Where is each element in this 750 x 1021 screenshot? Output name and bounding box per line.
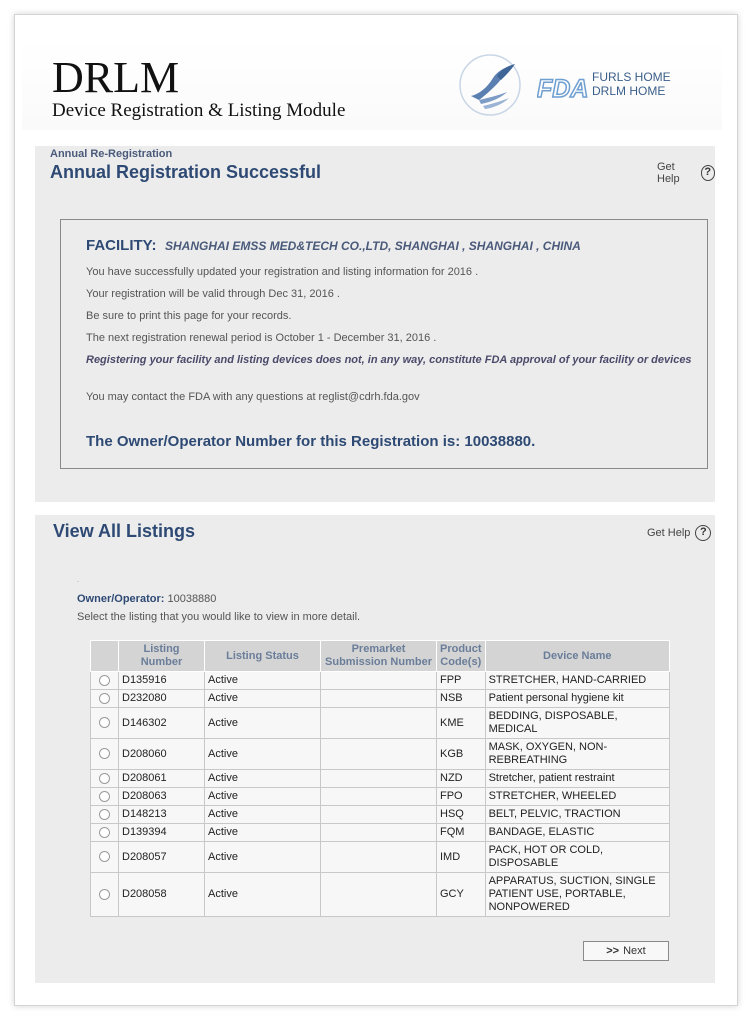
- drlm-home-link[interactable]: DRLM HOME: [592, 84, 666, 98]
- next-button[interactable]: [583, 941, 669, 961]
- listing-status-cell: Active: [205, 842, 321, 873]
- registration-confirmation-panel: [35, 146, 715, 502]
- fda-logo-icon: [537, 75, 593, 101]
- page-title: Annual Registration Successful: [50, 162, 322, 182]
- listing-radio-button[interactable]: [99, 675, 110, 686]
- row-select-radio-cell: [91, 708, 119, 739]
- brand-title: DRLM: [52, 53, 180, 102]
- device-name-cell: Stretcher, patient restraint: [485, 770, 669, 788]
- renewal-message: The next registration renewal period is October 1 - December 31, 2016 .: [86, 332, 437, 344]
- listing-status-cell: Active: [205, 739, 321, 770]
- column-header: Listing Status: [205, 641, 321, 672]
- row-select-radio-cell: [91, 873, 119, 917]
- select-instruction: Select the listing that you would like to view in more detail.: [77, 611, 361, 623]
- row-select-radio-cell: [91, 672, 119, 690]
- listing-number-cell: D208057: [119, 842, 205, 873]
- premarket-number-cell: [321, 690, 437, 708]
- listing-number-cell: D232080: [119, 690, 205, 708]
- get-help-link[interactable]: [657, 161, 715, 185]
- row-select-radio-cell: [91, 788, 119, 806]
- row-select-radio-cell: [91, 842, 119, 873]
- device-name-cell: Patient personal hygiene kit: [485, 690, 669, 708]
- listing-radio-button[interactable]: [99, 773, 110, 784]
- listing-number-cell: D208061: [119, 770, 205, 788]
- table-header-row: [91, 641, 670, 672]
- furls-home-link[interactable]: FURLS HOME: [592, 70, 671, 84]
- listing-radio-button[interactable]: [99, 889, 110, 900]
- device-name-cell: MASK, OXYGEN, NON-REBREATHING: [485, 739, 669, 770]
- listings-panel: [35, 515, 715, 983]
- validity-message: Your registration will be valid through Dec 31, 2016 .: [86, 288, 340, 300]
- table-row[interactable]: [91, 806, 670, 824]
- table-row[interactable]: [91, 842, 670, 873]
- table-row[interactable]: [91, 739, 670, 770]
- row-select-radio-cell: [91, 770, 119, 788]
- table-row[interactable]: [91, 708, 670, 739]
- premarket-number-cell: [321, 788, 437, 806]
- premarket-number-cell: [321, 708, 437, 739]
- owner-operator-label: Owner/Operator:: [77, 593, 165, 605]
- get-help-label: Get Help: [657, 161, 680, 185]
- listing-number-cell: D208063: [119, 788, 205, 806]
- product-code-cell: KGB: [437, 739, 486, 770]
- help-question-icon: ?: [695, 525, 711, 541]
- product-code-cell: HSQ: [437, 806, 486, 824]
- product-code-cell: FPP: [437, 672, 486, 690]
- premarket-number-cell: [321, 873, 437, 917]
- listing-status-cell: Active: [205, 806, 321, 824]
- listing-number-cell: D146302: [119, 708, 205, 739]
- premarket-number-cell: [321, 842, 437, 873]
- listing-number-cell: D148213: [119, 806, 205, 824]
- hhs-eagle-logo-icon: [457, 52, 527, 118]
- row-select-radio-cell: [91, 739, 119, 770]
- site-header: [22, 40, 722, 130]
- separator-dot: .: [77, 575, 80, 584]
- table-row[interactable]: [91, 690, 670, 708]
- listing-status-cell: Active: [205, 873, 321, 917]
- device-name-cell: BEDDING, DISPOSABLE, MEDICAL: [485, 708, 669, 739]
- next-button-label: Next: [623, 945, 646, 957]
- listing-status-cell: Active: [205, 824, 321, 842]
- device-name-cell: PACK, HOT OR COLD, DISPOSABLE: [485, 842, 669, 873]
- listing-status-cell: Active: [205, 708, 321, 739]
- device-name-cell: STRETCHER, WHEELED: [485, 788, 669, 806]
- premarket-number-cell: [321, 806, 437, 824]
- table-row[interactable]: [91, 770, 670, 788]
- listing-radio-button[interactable]: [99, 748, 110, 759]
- listing-radio-button[interactable]: [99, 827, 110, 838]
- listing-radio-button[interactable]: [99, 851, 110, 862]
- listing-number-cell: D208058: [119, 873, 205, 917]
- premarket-number-cell: [321, 770, 437, 788]
- print-message: Be sure to print this page for your records.: [86, 310, 292, 322]
- premarket-number-cell: [321, 739, 437, 770]
- device-name-cell: BANDAGE, ELASTIC: [485, 824, 669, 842]
- listing-status-cell: Active: [205, 672, 321, 690]
- device-name-cell: BELT, PELVIC, TRACTION: [485, 806, 669, 824]
- listing-status-cell: Active: [205, 690, 321, 708]
- get-help-link-listings[interactable]: [647, 525, 711, 541]
- listings-title: View All Listings: [53, 521, 196, 541]
- row-select-radio-cell: [91, 806, 119, 824]
- select-column-header: [91, 641, 119, 672]
- listing-radio-button[interactable]: [99, 809, 110, 820]
- listings-table: [90, 640, 670, 917]
- get-help-label: Get Help: [647, 527, 691, 539]
- column-header: Product Code(s): [437, 641, 486, 672]
- listing-radio-button[interactable]: [99, 717, 110, 728]
- approval-disclaimer: Registering your facility and listing devices does not, in any way, constitute FDA approval of your facility or devices: [86, 354, 692, 366]
- facility-label: FACILITY:: [86, 237, 157, 254]
- table-row[interactable]: [91, 873, 670, 917]
- owner-operator-line: [77, 593, 216, 605]
- listing-radio-button[interactable]: [99, 693, 110, 704]
- listing-number-cell: D135916: [119, 672, 205, 690]
- row-select-radio-cell: [91, 824, 119, 842]
- brand-subtitle: Device Registration & Listing Module: [52, 100, 346, 121]
- facility-summary-box: [60, 219, 708, 469]
- column-header: Device Name: [485, 641, 669, 672]
- contact-message: You may contact the FDA with any questions at reglist@cdrh.fda.gov: [86, 391, 420, 403]
- product-code-cell: GCY: [437, 873, 486, 917]
- header-links: [592, 70, 671, 98]
- table-row[interactable]: [91, 788, 670, 806]
- product-code-cell: IMD: [437, 842, 486, 873]
- help-question-icon: ?: [701, 165, 715, 181]
- product-code-cell: FPO: [437, 788, 486, 806]
- double-chevron-right-icon: >>: [606, 945, 620, 957]
- facility-name: SHANGHAI EMSS MED&TECH CO.,LTD, SHANGHAI , SHANGHAI , CHINA: [165, 239, 581, 253]
- column-header: Premarket Submission Number: [321, 641, 437, 672]
- device-name-cell: STRETCHER, HAND-CARRIED: [485, 672, 669, 690]
- listing-radio-button[interactable]: [99, 791, 110, 802]
- svg-text:FDA: FDA: [537, 75, 589, 101]
- listing-number-cell: D208060: [119, 739, 205, 770]
- breadcrumb: Annual Re-Registration: [50, 148, 173, 160]
- facility-line: [86, 237, 581, 255]
- row-select-radio-cell: [91, 690, 119, 708]
- listing-status-cell: Active: [205, 788, 321, 806]
- listing-number-cell: D139394: [119, 824, 205, 842]
- product-code-cell: NSB: [437, 690, 486, 708]
- table-row[interactable]: [91, 824, 670, 842]
- table-row[interactable]: [91, 672, 670, 690]
- device-name-cell: APPARATUS, SUCTION, SINGLE PATIENT USE, PORTABLE, NONPOWERED: [485, 873, 669, 917]
- product-code-cell: FQM: [437, 824, 486, 842]
- owner-operator-value: 10038880: [167, 593, 217, 605]
- product-code-cell: KME: [437, 708, 486, 739]
- listing-status-cell: Active: [205, 770, 321, 788]
- product-code-cell: NZD: [437, 770, 486, 788]
- column-header: Listing Number: [119, 641, 205, 672]
- premarket-number-cell: [321, 672, 437, 690]
- update-message: You have successfully updated your registration and listing information for 2016 .: [86, 266, 479, 278]
- owner-operator-number: The Owner/Operator Number for this Registration is: 10038880.: [86, 433, 536, 450]
- premarket-number-cell: [321, 824, 437, 842]
